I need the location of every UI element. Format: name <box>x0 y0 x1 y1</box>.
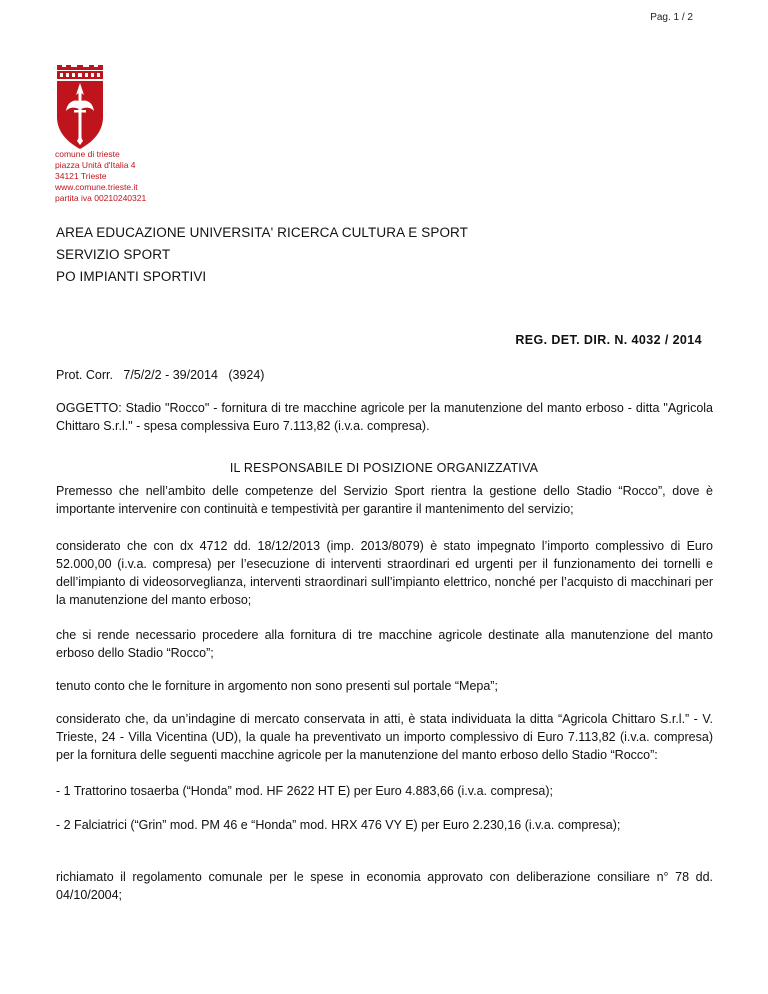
website-link[interactable]: www.comune.trieste.it <box>55 182 138 192</box>
page-number: Pag. 1 / 2 <box>650 12 693 23</box>
paragraph: considerato che con dx 4712 dd. 18/12/2013 (imp. 2013/8079) è stato impegnato l’importo complessivo di Euro 52.000,00 (i.v.a. compresa) per l’esecuzione di interventi straordinari ed urgenti per il funzionamento dei tornelli e dell’impianto di videosorveglianza, interventi straordinari sull’impianto elettrico, nonché per l’acquisto di macchinari per la manutenzione del manto erboso; <box>56 539 713 607</box>
office-header <box>56 222 468 288</box>
paragraph: che si rende necessario procedere alla fornitura di tre macchine agricole destinate alla manutenzione del manto erboso dello Stadio “Rocco”; <box>56 628 713 660</box>
address-line: piazza Unità d'Italia 4 <box>55 160 136 170</box>
address-line: 34121 Trieste <box>55 171 107 181</box>
paragraph: tenuto conto che le forniture in argomento non sono presenti sul portale “Mepa”; <box>56 679 498 693</box>
paragraph: considerato che, da un’indagine di mercato conservata in atti, è stata individuata la ditta “Agricola Chittaro S.r.l.” - V. Trieste, 24 - Villa Vicentina (UD), la quale ha preventivato un importo complessivo di Euro 7.113,82 (i.v.a. compresa) per la fornitura delle seguenti macchine agricole per la manutenzione del manto erboso dello Stadio “Rocco”: <box>56 712 713 762</box>
protocol-line: Prot. Corr. 7/5/2/2 - 39/2014 (3924) <box>56 368 265 382</box>
trieste-halberd-shield-icon <box>55 65 105 150</box>
address-block <box>55 149 146 204</box>
registration-number: REG. DET. DIR. N. 4032 / 2014 <box>515 333 702 347</box>
section-heading: IL RESPONSABILE DI POSIZIONE ORGANIZZATIVA <box>229 461 539 475</box>
paragraph: richiamato il regolamento comunale per le spese in economia approvato con deliberazione consiliare n° 78 dd. 04/10/2004; <box>56 870 713 902</box>
subject-paragraph: OGGETTO: Stadio "Rocco" - fornitura di tre macchine agricole per la manutenzione del manto erboso - ditta "Agricola Chittaro S.r.l." - spesa complessiva Euro 7.113,82 (i.v.a. compresa). <box>56 401 713 433</box>
po-title: PO IMPIANTI SPORTIVI <box>56 269 207 284</box>
list-item: - 2 Falciatrici (“Grin” mod. PM 46 e “Honda” mod. HRX 476 VY E) per Euro 2.230,16 (i.v.a. compresa); <box>56 818 621 832</box>
paragraph: Premesso che nell’ambito delle competenze del Servizio Sport rientra la gestione dello Stadio “Rocco”, dove è importante intervenire con continuità e tempestività per garantire il mantenimento del servizio; <box>56 484 713 516</box>
list-item: - 1 Trattorino tosaerba (“Honda” mod. HF 2622 HT E) per Euro 4.883,66 (i.v.a. compresa); <box>56 784 553 798</box>
servizio-title: SERVIZIO SPORT <box>56 247 171 262</box>
address-line: comune di trieste <box>55 149 120 159</box>
address-line: partita iva 00210240321 <box>55 193 147 203</box>
area-title: AREA EDUCAZIONE UNIVERSITA' RICERCA CULTURA E SPORT <box>56 225 469 240</box>
